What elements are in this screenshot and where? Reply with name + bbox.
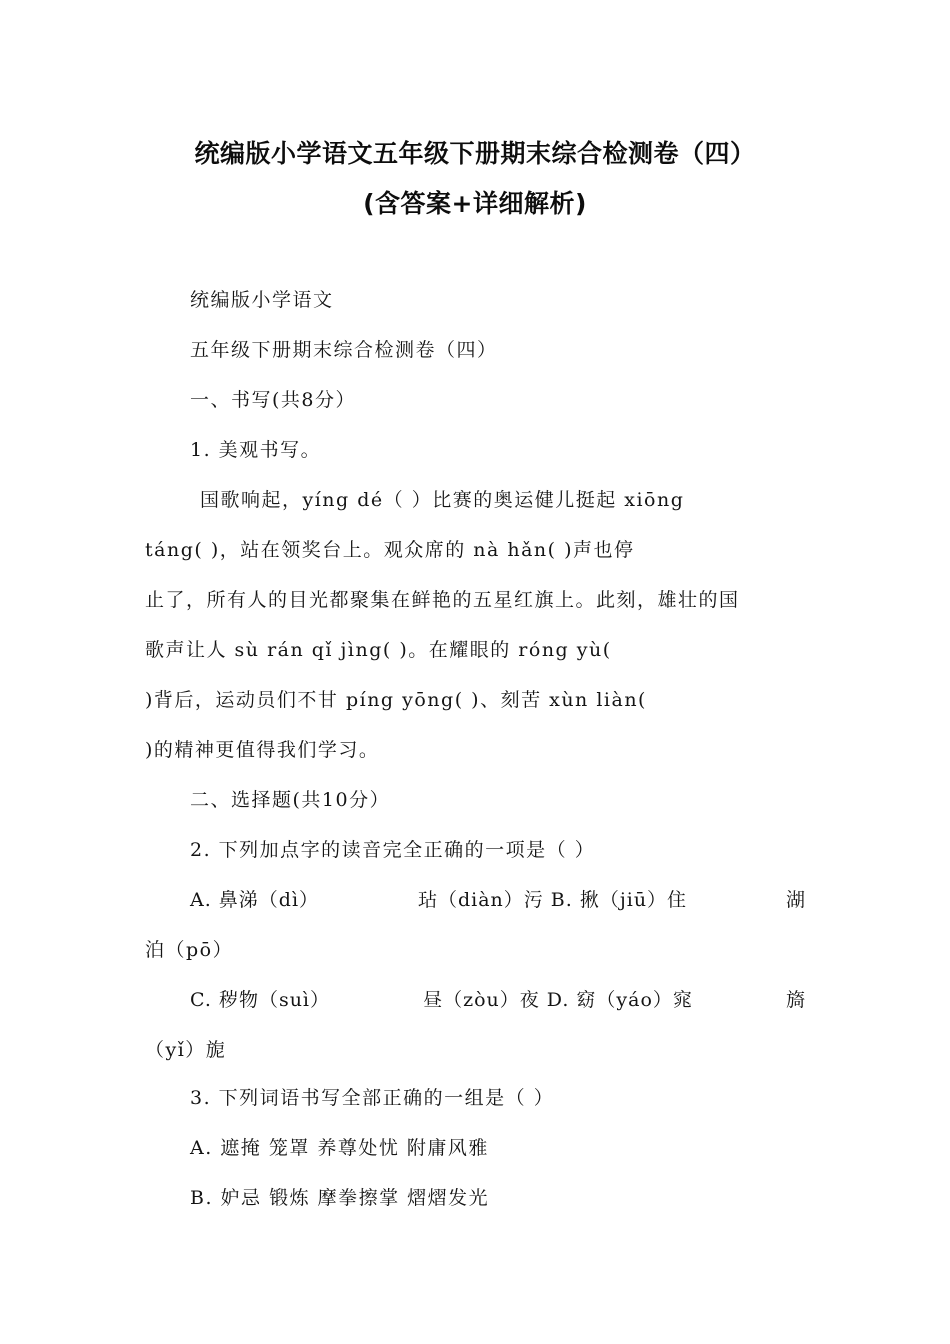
- q2-option-d-tail: 旖: [785, 989, 806, 1011]
- document-subtitle: (含答案+详细解析): [363, 189, 587, 218]
- question-2: 2. 下列加点字的读音完全正确的一项是（ ）: [190, 839, 596, 861]
- q2-options-ab-cont: 泊（pō）: [145, 939, 234, 961]
- q1-text-line: 歌声让人 sù rán qǐ jìng( )。在耀眼的 róng yù(: [145, 639, 612, 661]
- q2-option-d: 昼（zòu）夜 D. 窈（yáo）窕: [423, 989, 693, 1011]
- q1-text-line: )的精神更值得我们学习。: [145, 739, 380, 761]
- header-line-2: 五年级下册期末综合检测卷（四）: [190, 339, 498, 361]
- q1-text-line: )背后，运动员们不甘 píng yōng( )、刻苦 xùn liàn(: [145, 689, 647, 711]
- question-1-label: 1. 美观书写。: [190, 439, 322, 461]
- header-line-1: 统编版小学语文: [190, 289, 334, 311]
- question-3: 3. 下列词语书写全部正确的一组是（ ）: [190, 1087, 555, 1109]
- q2-option-b: 玷（diàn）污 B. 揪（jiū）住: [417, 889, 688, 911]
- q3-option-a: A. 遮掩 笼罩 养尊处忧 附庸风雅: [190, 1137, 489, 1159]
- q3-option-b: B. 妒忌 锻炼 摩拳擦掌 熠熠发光: [190, 1187, 490, 1209]
- document-title: 统编版小学语文五年级下册期末综合检测卷（四）: [194, 139, 756, 168]
- q2-option-c: C. 秽物（suì）: [190, 989, 331, 1011]
- q1-text-line: 止了，所有人的目光都聚集在鲜艳的五星红旗上。此刻，雄壮的国: [145, 589, 740, 611]
- q1-text-line: 国歌响起，yíng dé（ ）比赛的奥运健儿挺起 xiōng: [200, 489, 685, 511]
- q2-option-a: A. 鼻涕（dì）: [190, 889, 320, 911]
- q2-option-b-tail: 湖: [785, 889, 806, 911]
- section-heading-2: 二、选择题(共10分）: [190, 789, 391, 811]
- q2-options-cd: [190, 988, 806, 1012]
- q1-text-line: táng( )，站在领奖台上。观众席的 nà hǎn( )声也停: [145, 539, 635, 561]
- section-heading-1: 一、书写(共8分）: [190, 389, 357, 411]
- q2-options-ab: [190, 888, 806, 912]
- q2-options-cd-cont: （yǐ）旎: [145, 1039, 227, 1061]
